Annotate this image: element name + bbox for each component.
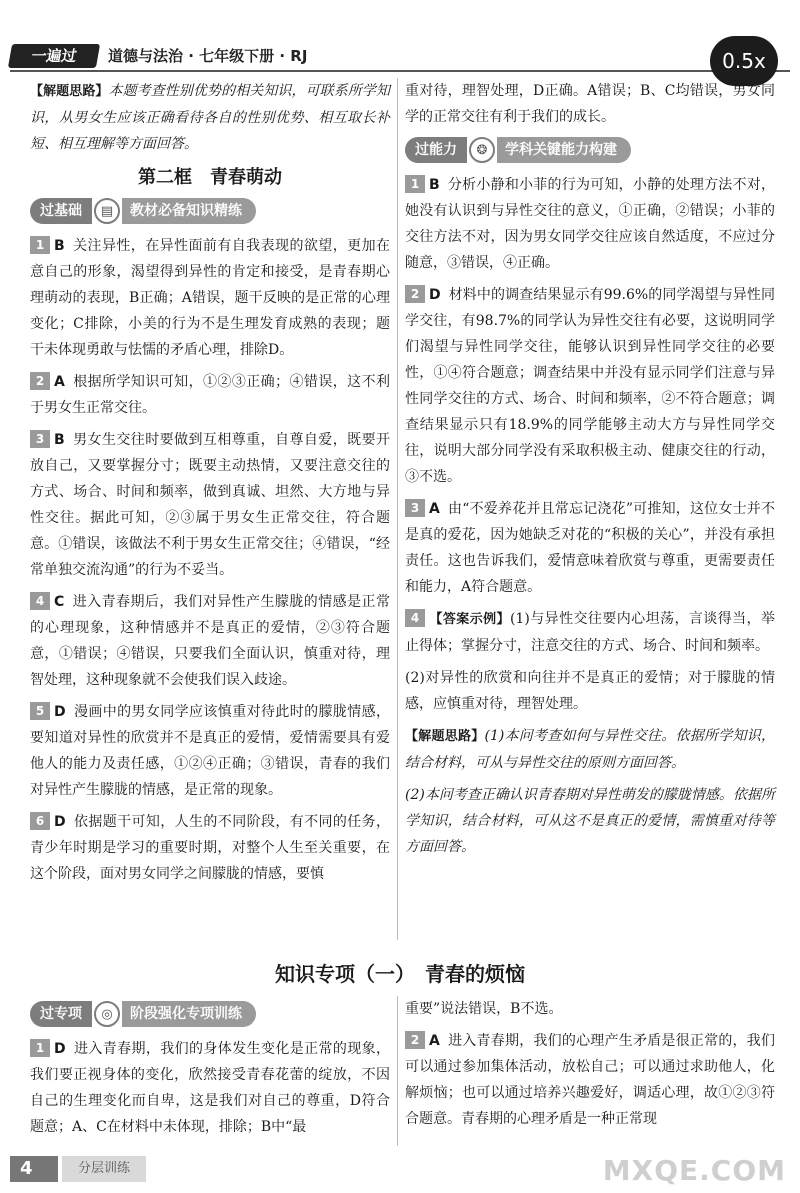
- intro-note: [30, 78, 390, 157]
- continued-text: 重要”说法错误，B不选。: [405, 1001, 563, 1017]
- answer-text: 漫画中的男女同学应该慎重对待此时的朦胧情感，要知道对异性的欣赏并不是真正的爱情，爱情需要具有爱他人的能力及责任感，①②④正确；③错误，青春的我们对异性产生朦胧的情感，是正常的现象。: [30, 704, 390, 798]
- answer-letter: B: [54, 238, 65, 254]
- knowledge-section-title: 知识专项（一） 青春的烦恼: [275, 962, 525, 986]
- ability-banner: [405, 136, 775, 164]
- answer-text: 男女生交往时要做到互相尊重，自尊自爱，既要开放自己，又要掌握分寸；既要主动热情，又要注意交往的方式、场合、时间和频率，做到真诚、坦然、大方地与异性交往。据此可知，②③属于男女生正常交往，符合题意。①错误，该做法不利于男女生正常交往；④错误，“经常单独交流沟通”的行为不妥当。: [30, 432, 390, 578]
- answer-item: [30, 809, 390, 887]
- question-number: 1: [30, 1039, 50, 1057]
- answer-letter: D: [429, 287, 441, 303]
- question-number: 6: [30, 812, 50, 830]
- special-banner: [30, 1000, 390, 1028]
- column-divider: [397, 78, 398, 940]
- question-number: 4: [405, 609, 425, 627]
- answer-letter: D: [54, 814, 66, 830]
- intro-text: 本题考查性别优势的相关知识，可联系所学知识，从男女生应该正确看待各自的性别优势、相互取长补短、相互理解等方面回答。: [30, 83, 390, 152]
- answer-text: 进入青春期，我们的心理产生矛盾是很正常的，我们可以通过参加集体活动，放松自己；可以通过求助他人，化解烦恼；也可以通过培养兴趣爱好，调适心理，故①②③符合题意。青春期的心理矛盾是一种正常现: [405, 1033, 775, 1127]
- banner-pill: 过基础: [30, 198, 92, 224]
- answer-item: [30, 699, 390, 803]
- basics-banner: [30, 197, 390, 225]
- answer-letter: B: [429, 177, 440, 193]
- example-part-2: (2)对异性的欣赏和向往并不是真正的爱情；对于朦胧的情感，应慎重对待，理智处理。: [405, 670, 775, 712]
- knowledge-right: [405, 996, 775, 1138]
- page-number: 4: [10, 1156, 58, 1182]
- answer-letter: A: [429, 1033, 440, 1049]
- knowledge-left: [30, 996, 390, 1146]
- book-title: 道德与法治 · 七年级下册 · RJ: [108, 47, 308, 65]
- answer-text: 根据所学知识可知，①②③正确；④错误，这不利于男女生正常交往。: [30, 374, 390, 416]
- answer-item: [405, 1028, 775, 1132]
- banner-text: 阶段强化专项训练: [122, 1001, 256, 1027]
- answer-letter: A: [54, 374, 65, 390]
- page-footer: [0, 1150, 800, 1193]
- answer-text: 材料中的调查结果显示有99.6%的同学渴望与异性同学交往，有98.7%的同学认为异性交往有必要，这说明同学们渴望与异性同学交往，能够认识到异性同学交往的必要性，①④符合题意；调查结果中并没有显示同学们注意与异性同学交往的方式、场合、时间和频率，②不符合题意；调查结果显示只有18.9%的同学能够主动大方与异性同学交往，说明大部分同学没有采取积极主动、健康交往的行动，③不选。: [405, 287, 775, 485]
- answer-text: 依据题干可知，人生的不同阶段，有不同的任务，青少年时期是学习的重要时期，对整个人生至关重要，在这个阶段，面对男女同学之间朦胧的情感，要慎: [30, 814, 390, 882]
- answer-text: 关注异性，在异性面前有自我表现的欲望，更加在意自己的形象，渴望得到异性的肯定和接受，是青春期心理萌动的表现，B正确；A错误，题干反映的是正常的心理变化；C排除，小美的行为不是生理发育成熟的表现；题干未体现勇敢与怯懦的矛盾心理，排除D。: [30, 238, 390, 358]
- example-tag: 【答案示例】: [429, 612, 510, 627]
- question-number: 1: [30, 236, 50, 254]
- answer-text: 进入青春期，我们的身体发生变化是正常的现象，我们要正视身体的变化，欣然接受青春花蕾的绽放，不因自己的生理变化而自卑，这是我们对自己的尊重，D符合题意；A、C在材料中未体现，排除；B中“最: [30, 1041, 390, 1135]
- answer-letter: C: [54, 594, 65, 610]
- brand-logo: 一遍过: [8, 44, 100, 68]
- right-column: [405, 78, 775, 866]
- zoom-level-button[interactable]: 0.5x: [710, 36, 778, 86]
- left-column: [30, 78, 390, 893]
- banner-text: 教材必备知识精练: [122, 198, 256, 224]
- answer-text: 分析小静和小菲的行为可知，小静的处理方法不对，她没有认识到与异性交往的意义，①正确，②错误；小菲的交往方法不对，因为男女同学交往应该自然适度，不应过分随意，③错误，④正确。: [405, 177, 775, 271]
- answer-text: 进入青春期后，我们对异性产生朦胧的情感是正常的心理现象，这种情感并不是真正的爱情，②③符合题意，①错误；④错误，只要我们全面认识，慎重对待，理智处理，这种现象就不会使我们误入歧途。: [30, 594, 390, 688]
- banner-pill: 过能力: [405, 137, 467, 163]
- series-label: 分层训练: [62, 1156, 146, 1182]
- question-number: 2: [405, 1031, 425, 1049]
- target-icon: ◎: [94, 1001, 120, 1027]
- column-divider-bottom: [397, 996, 398, 1146]
- answer-letter: B: [54, 432, 65, 448]
- question-number: 3: [30, 430, 50, 448]
- answer-item: [405, 496, 775, 600]
- banner-text: 学科关键能力构建: [497, 137, 631, 163]
- answer-text: 由“不爱养花并且常忘记浇花”可推知，这位女士并不是真的爱花，因为她缺乏对花的“积极的关心”，并没有承担责任。这也告诉我们，爱情意味着欣赏与尊重，更需要责任和能力，A符合题意。: [405, 501, 775, 595]
- page-header: [0, 0, 800, 72]
- note-part-2: (2)本问考查正确认识青春期对异性萌发的朦胧情感。依据所学知识，结合材料，可从这不是真正的爱情，需慎重对待等方面回答。: [405, 787, 775, 855]
- medal-icon: ❂: [469, 137, 495, 163]
- clipboard-icon: ▤: [94, 198, 120, 224]
- answer-example: [405, 606, 775, 659]
- example-part-1: (1)与异性交往要内心坦荡，言谈得当，举止得体；掌握分寸，注意交往的方式、场合、时间和频率。: [405, 611, 775, 654]
- answer-letter: A: [429, 501, 440, 517]
- answer-letter: D: [54, 704, 66, 720]
- watermark: MXQE.COM: [602, 1154, 786, 1187]
- question-number: 2: [30, 372, 50, 390]
- note-tag: 【解题思路】: [405, 729, 485, 744]
- note-part-1: (1)本问考查如何与异性交往。依据所学知识，结合材料，可从与异性交往的原则方面回答。: [405, 728, 775, 771]
- banner-pill: 过专项: [30, 1001, 92, 1027]
- continued-text: 重对待，理智处理，D正确。A错误；B、C均错误，男女同学的正常交往有利于我们的成长。: [405, 83, 775, 125]
- intro-tag: 【解题思路】: [30, 84, 109, 99]
- answer-item: [30, 427, 390, 583]
- question-number: 1: [405, 175, 425, 193]
- header-rule: [10, 70, 790, 72]
- answer-item: [30, 369, 390, 421]
- answer-letter: D: [54, 1041, 66, 1057]
- question-number: 4: [30, 592, 50, 610]
- answer-item: [405, 282, 775, 490]
- answer-item: [30, 589, 390, 693]
- solution-note: [405, 723, 775, 776]
- answer-item: [30, 1036, 390, 1140]
- question-number: 2: [405, 285, 425, 303]
- question-number: 5: [30, 702, 50, 720]
- answer-item: [405, 172, 775, 276]
- question-number: 3: [405, 499, 425, 517]
- section-title: 第二框 青春萌动: [138, 167, 282, 188]
- answer-item: [30, 233, 390, 363]
